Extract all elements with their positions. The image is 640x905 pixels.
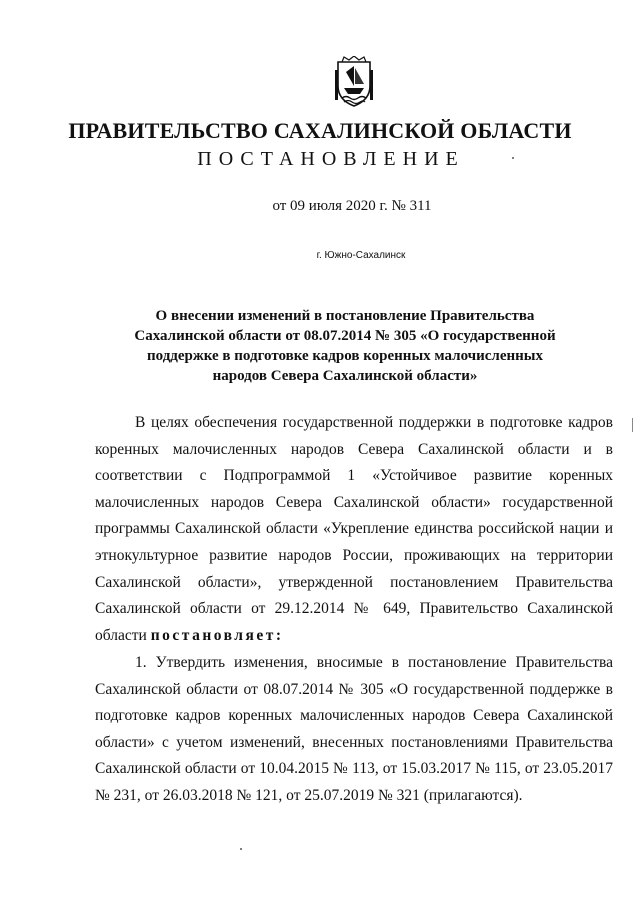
scan-artifact: [632, 418, 633, 432]
body-paragraph-preamble: [95, 410, 613, 649]
document-date-number: от 09 июля 2020 г. № 311: [272, 198, 432, 214]
document-city: г. Южно-Сахалинск: [316, 250, 406, 261]
document-type: ПОСТАНОВЛЕНИЕ: [197, 148, 465, 170]
scan-artifact: [512, 157, 514, 159]
subject-line: О внесении изменений в постановление Правительства: [155, 308, 535, 324]
subject-line: поддержке в подготовке кадров коренных малочисленных: [146, 348, 544, 364]
document-subject: [132, 306, 558, 386]
decree-keyword: постановляет:: [150, 626, 284, 644]
body-paragraph-item-1: 1. Утвердить изменения, вносимые в постановление Правительства Сахалинской области от 08.07.2014 № 305 «О государственной поддержке в подготовке кадров коренных малочисленных народов Севера Сахалинской области» с учетом изменений, внесенных постановлениями Правительства Сахалинской области от 10.04.2015 № 113, от 15.03.2017 № 115, от 23.05.2017 № 231, от 26.03.2018 № 121, от 25.07.2019 № 321 (прилагаются).: [95, 654, 613, 804]
preamble-text: В целях обеспечения государственной поддержки в подготовке кадров коренных малочисленных народов Севера Сахалинской области и в соответствии с Подпрограммой 1 «Устойчивое развитие коренных малочисленных народов Севера Сахалинской области» государственной программы Сахалинской области «Укрепление единства российской нации и этнокультурное развитие народов России, проживающих на территории Сахалинской области», утвержденной постановлением Правительства Сахалинской области от 29.12.2014 № 649, Правительство Сахалинской области: [95, 414, 613, 644]
subject-line: Сахалинской области от 08.07.2014 № 305 «О государственной: [134, 328, 556, 344]
coat-of-arms-icon: [332, 56, 376, 108]
subject-line: народов Севера Сахалинской области»: [212, 368, 478, 384]
scan-artifact: [240, 848, 242, 850]
government-name: ПРАВИТЕЛЬСТВО САХАЛИНСКОЙ ОБЛАСТИ: [68, 118, 572, 143]
